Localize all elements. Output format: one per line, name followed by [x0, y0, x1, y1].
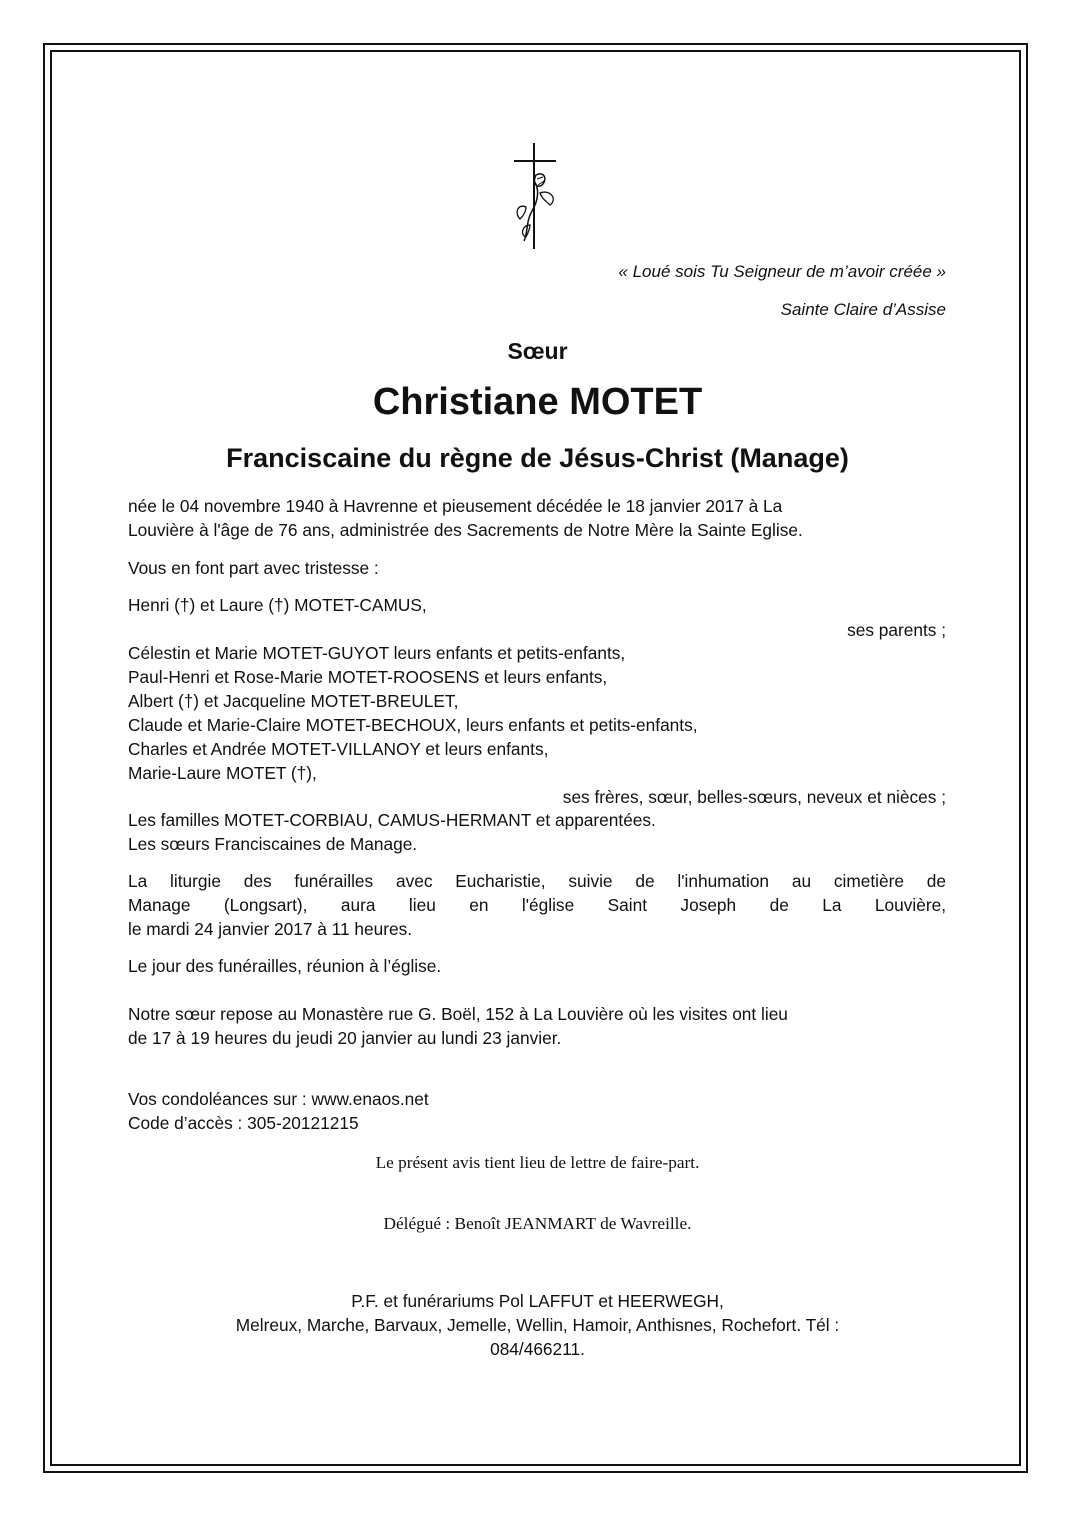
sibling-line: Paul-Henri et Rose-Marie MOTET-ROOSENS et leurs enfants,	[128, 667, 608, 687]
delegate-text: Délégué : Benoît JEANMART de Wavreille.	[383, 1214, 692, 1233]
funeral-home-line-1: P.F. et funérariums Pol LAFFUT et HEERWEGH,	[351, 1291, 724, 1311]
sibling-line: Marie-Laure MOTET (†),	[128, 763, 317, 783]
quote: « Loué sois Tu Seigneur de m’avoir créée »	[618, 262, 946, 281]
deceased-name: Christiane MOTET	[372, 381, 703, 423]
others-line: Les familles MOTET-CORBIAU, CAMUS-HERMANT et apparentées.	[128, 810, 656, 830]
liturgy-line-1: La liturgie des funérailles avec Eucharistie, suivie de l'inhumation au cimetière de	[128, 871, 946, 891]
funeral-home-phone: 084/466211.	[490, 1339, 585, 1359]
sibling-line: Claude et Marie-Claire MOTET-BECHOUX, leurs enfants et petits-enfants,	[128, 715, 698, 735]
funeral-home-line-2: Melreux, Marche, Barvaux, Jemelle, Wellin, Hamoir, Anthisnes, Rochefort. Tél :	[235, 1315, 840, 1335]
intro-line-2: Louvière à l'âge de 76 ans, administrée des Sacrements de Notre Mère la Sainte Eglise.	[128, 520, 803, 540]
notice-text: Le présent avis tient lieu de lettre de faire-part.	[375, 1153, 700, 1172]
sibling-line: Célestin et Marie MOTET-GUYOT leurs enfants et petits-enfants,	[128, 643, 626, 663]
condolences-line: Vos condoléances sur : www.enaos.net	[128, 1089, 429, 1109]
reunion-text: Le jour des funérailles, réunion à l’église.	[128, 956, 442, 976]
parents-label: ses parents ;	[847, 620, 946, 640]
access-code-line: Code d’accès : 305-20121215	[128, 1113, 359, 1133]
parents-line: Henri (†) et Laure (†) MOTET-CAMUS,	[128, 595, 427, 615]
visit-line-1: Notre sœur repose au Monastère rue G. Boël, 152 à La Louvière où les visites ont lieu	[128, 1004, 788, 1024]
cross-rose-icon	[510, 141, 562, 251]
liturgy-line-3: le mardi 24 janvier 2017 à 11 heures.	[128, 919, 413, 939]
religious-order: Franciscaine du règne de Jésus-Christ (Manage)	[226, 443, 849, 473]
others-line: Les sœurs Franciscaines de Manage.	[128, 834, 418, 854]
sibling-line: Charles et Andrée MOTET-VILLANOY et leurs enfants,	[128, 739, 549, 759]
quote-author: Sainte Claire d’Assise	[780, 300, 946, 319]
title-prefix: Sœur	[507, 338, 568, 364]
siblings-label: ses frères, sœur, belles-sœurs, neveux et nièces ;	[562, 787, 946, 807]
sibling-line: Albert (†) et Jacqueline MOTET-BREULET,	[128, 691, 459, 711]
liturgy-line-2: Manage (Longsart), aura lieu en l'église Saint Joseph de La Louvière,	[128, 895, 946, 915]
announce-text: Vous en font part avec tristesse :	[128, 558, 379, 578]
visit-line-2: de 17 à 19 heures du jeudi 20 janvier au lundi 23 janvier.	[128, 1028, 562, 1048]
intro-line-1: née le 04 novembre 1940 à Havrenne et pieusement décédée le 18 janvier 2017 à La	[128, 496, 783, 516]
